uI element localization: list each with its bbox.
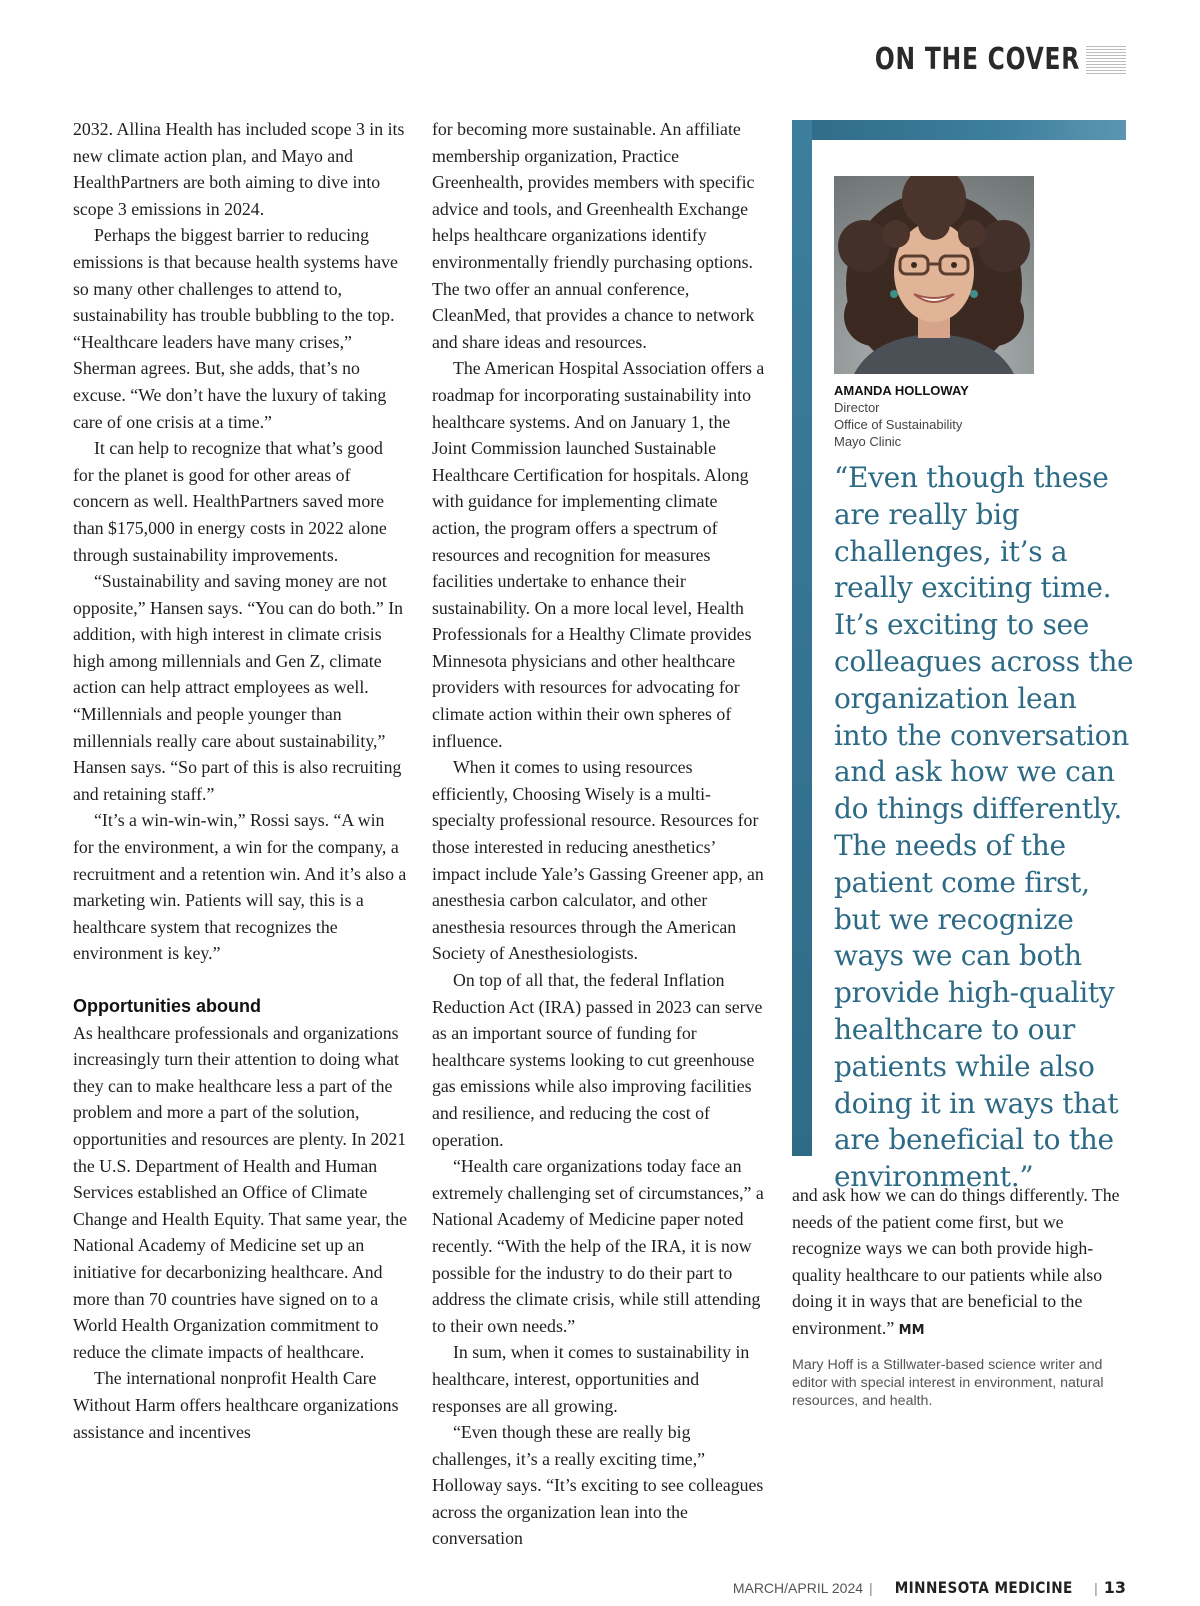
author-bio: Mary Hoff is a Stillwater-based science writer and editor with special interest in environment, natural resources, and health. [792,1357,1104,1409]
section-label [700,42,1126,77]
section-heading: Opportunities abound [73,996,261,1016]
paragraph: “Health care organizations today face an extremely challenging set of circumstances,” a National Academy of Medicine paper noted recently. “With the help of the IRA, it is now possible for the industry to do their part to address the climate crisis, while still attending to their own needs.” [432,1156,764,1336]
paragraph: When it comes to using resources efficiently, Choosing Wisely is a multi-specialty professional resource. Resources for those interested in reducing anesthetics’ impact include Yale’s Gassing Greener app, an anesthesia carbon calculator, and other anesthesia resources through the American Society of Anesthesiologists. [432,757,764,964]
person-title: Director [834,400,880,415]
page-footer [733,1578,1126,1597]
sidebar-top-bar [792,120,1126,140]
page-number: 13 [1103,1578,1126,1597]
paragraph: Perhaps the biggest barrier to reducing emissions is that because health systems have so many other challenges to attend to, sustainability has trouble bubbling to the top. “Healthcare leaders have many crises,” Sherman agrees. But, she adds, that’s no excuse. “We don’t have the luxury of taking care of one crisis at a time.” [73,225,398,432]
section-label-text: ON THE COVER [874,42,1080,77]
paragraph: It can help to recognize that what’s good for the planet is good for other areas of concern as well. HealthPartners saved more than $175,000 in energy costs in 2022 alone through sustainability improvements. [73,438,387,565]
paragraph: “Even though these are really big challenges, it’s a really exciting time,” Holloway says. “It’s exciting to see colleagues across the organization lean into the conversation [432,1422,764,1549]
closing-text: and ask how we can do things differently. The needs of the patient come first, but we recognize ways we can both provide high-quality healthcare to our patients while also doing it in ways that are beneficial to the environment.” [792,1185,1120,1338]
paragraph: for becoming more sustainable. An affiliate membership organization, Practice Greenhealth, provides members with specific advice and tools, and Greenhealth Exchange helps healthcare organizations identify environmentally friendly purchasing options. The two offer an annual conference, CleanMed, that provides a chance to network and share ideas and resources. [432,119,755,352]
issue-date: MARCH/APRIL 2024 [732,1579,864,1596]
paragraph: The international nonprofit Health Care Without Harm offers healthcare organizations assistance and incentives [73,1368,399,1442]
pull-quote-sidebar [792,120,1134,1194]
end-mark: MM [898,1322,925,1338]
portrait-photo [834,176,1034,374]
footer-divider: | [869,1579,873,1596]
hatch-decoration [1086,46,1126,74]
person-department: Office of Sustainability [834,417,963,432]
person-name: AMANDA HOLLOWAY [834,383,969,398]
portrait-illustration [834,176,1034,374]
paragraph: “Sustainability and saving money are not opposite,” Hansen says. “You can do both.” In addition, with high interest in climate crisis high among millennials and Gen Z, climate action can help attract employees as well. “Millennials and people younger than millennials really care about sustainability,” Hansen says. “So part of this is also recruiting and retaining staff.” [73,571,404,804]
paragraph: “It’s a win-win-win,” Rossi says. “A win for the environment, a win for the company, a recruitment and a retention win. And it’s also a marketing win. Patients will say, this is a healthcare system that recognizes the environment is key.” [73,810,407,964]
sidebar-left-bar [792,120,812,1156]
paragraph: As healthcare professionals and organizations increasingly turn their attention to doing what they can to make healthcare less a part of the problem and more a part of the solution, opportunities and resources are plenty. In 2021 the U.S. Department of Health and Human Services established an Office of Climate Change and Health Equity. That same year, the National Academy of Medicine set up an initiative for decarbonizing healthcare. And more than 70 countries have signed on to a World Health Organization commitment to reduce the climate impacts of healthcare. [73,1022,408,1362]
paragraph: In sum, when it comes to sustainability in healthcare, interest, opportunities and responses are all growing. [432,1342,750,1416]
article-column-3 [792,1182,1126,1345]
article-column-1 [73,116,408,1445]
paragraph: The American Hospital Association offers a roadmap for incorporating sustainability into healthcare systems. And on January 1, the Joint Commission launched Sustainable Healthcare Certification for hospitals. Along with guidance for implementing climate action, the program offers a spectrum of resources and recognition for measures facilities undertake to enhance their sustainability. On a more local level, Health Professionals for a Healthy Climate provides Minnesota physicians and other healthcare providers with resources for advocating for climate action within their own spheres of influence. [432,358,765,751]
article-column-2 [432,116,767,1552]
person-organization: Mayo Clinic [834,434,902,449]
paragraph: 2032. Allina Health has included scope 3 in its new climate action plan, and Mayo and HealthPartners are both aiming to dive into scope 3 emissions in 2024. [73,119,405,219]
footer-divider: | [1094,1579,1098,1596]
paragraph [792,1182,1126,1345]
paragraph: On top of all that, the federal Inflation Reduction Act (IRA) passed in 2023 can serve as an important source of funding for healthcare systems looking to cut greenhouse gas emissions while also improving facilities and resilience, and reducing the cost of operation. [432,970,763,1150]
publication-name: MINNESOTA MEDICINE [894,1578,1073,1597]
pull-quote: “Even though these are really big challenges, it’s a really exciting time. It’s exciting to see colleagues across the organization lean into the conversation and ask how we can do things differently. The needs of the patient come first, but we recognize ways we can both provide high-quality healthcare to our patients while also doing it in ways that are beneficial to the environment.” [834,461,1134,1194]
